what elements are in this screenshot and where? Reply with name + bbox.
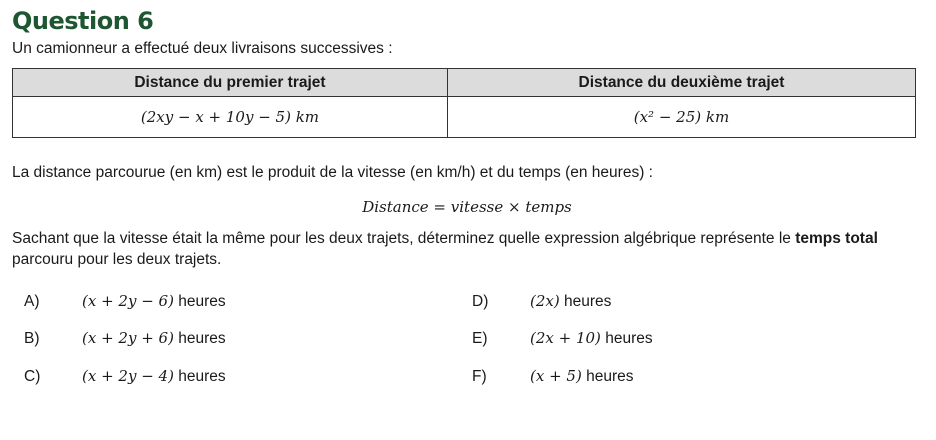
choice-letter: A) [24, 293, 40, 310]
choice-letter: B) [24, 330, 40, 347]
choice-unit: heures [581, 368, 634, 385]
choice-a[interactable] [24, 290, 226, 312]
choice-unit: heures [559, 293, 612, 310]
table-row [13, 97, 916, 138]
choice-unit: heures [600, 330, 653, 347]
table-header-first-trip: Distance du premier trajet [13, 69, 448, 97]
emphasis-total-time: temps total [795, 230, 878, 247]
question-intro: Un camionneur a effectué deux livraisons successives : [12, 40, 393, 57]
choice-unit: heures [173, 330, 226, 347]
formula [12, 195, 922, 219]
question-prompt: Sachant que la vitesse était la même pour les deux trajets, déterminez quelle expression algébrique représente le temps total parcouru pour les deux trajets. [12, 230, 878, 268]
choice-f[interactable] [472, 365, 634, 387]
table-cell-first-trip: (2xy − x + 10y − 5) km [13, 97, 448, 138]
choice-b[interactable] [24, 327, 226, 349]
choice-unit: heures [173, 368, 226, 385]
choice-unit: heures [173, 293, 226, 310]
choice-c[interactable] [24, 365, 226, 387]
question-page [12, 6, 922, 410]
choice-letter: D) [472, 293, 489, 310]
answer-choices [12, 290, 922, 410]
choice-e[interactable] [472, 327, 653, 349]
choice-expression: (2x + 10) [530, 329, 601, 347]
choice-d[interactable] [472, 290, 611, 312]
choice-letter: E) [472, 330, 488, 347]
choice-expression: (x + 2y + 6) [82, 329, 174, 347]
choice-expression: (x + 2y − 6) [82, 292, 174, 310]
distance-definition: La distance parcourue (en km) est le produit de la vitesse (en km/h) et du temps (en heures) : [12, 164, 653, 181]
question-title: Question 6 [12, 7, 154, 35]
choice-letter: F) [472, 368, 487, 385]
table-header-row [13, 69, 916, 97]
table-header-second-trip: Distance du deuxième trajet [447, 69, 915, 97]
choice-expression: (x + 5) [530, 367, 582, 385]
distance-table [12, 68, 916, 138]
choice-expression: (2x) [530, 292, 560, 310]
table-cell-second-trip: (x² − 25) km [447, 97, 915, 138]
choice-letter: C) [24, 368, 41, 385]
choice-expression: (x + 2y − 4) [82, 367, 174, 385]
formula-text: Distance = vitesse × temps [362, 198, 572, 216]
